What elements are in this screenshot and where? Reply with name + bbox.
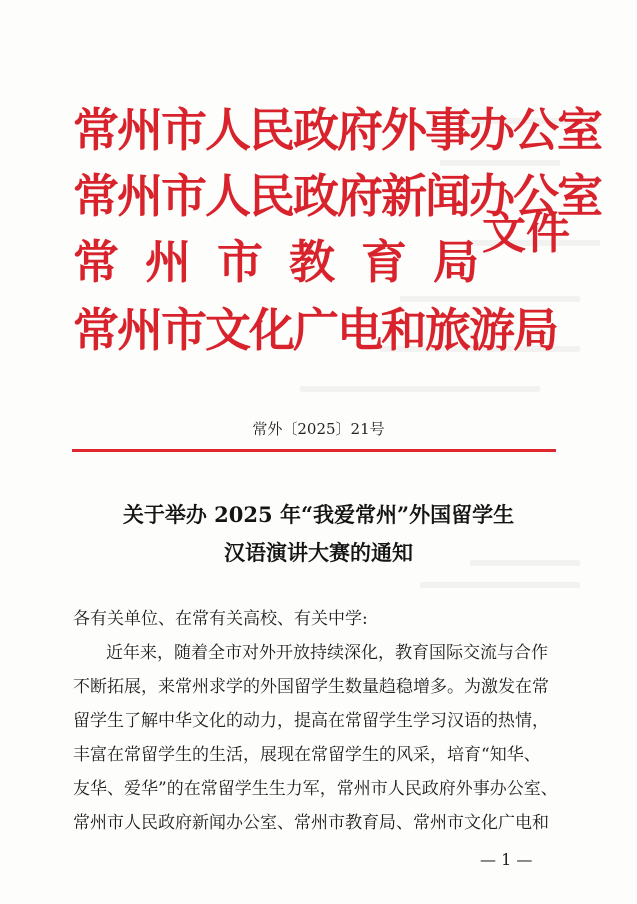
page-number: — 1 — bbox=[480, 850, 533, 869]
issuing-org-foreign-affairs: 常州市人民政府外事办公室 bbox=[73, 103, 601, 157]
red-divider-line bbox=[72, 449, 556, 452]
body-line: 留学生了解中华文化的动力，提高在常留学生学习汉语的热情， bbox=[73, 711, 549, 731]
body-line: 丰富在常留学生的生活，展现在常留学生的风采，培育“知华、 bbox=[73, 745, 541, 765]
document-type-label: 文件 bbox=[482, 208, 570, 259]
body-line: 友华、爱华”的在常留学生生力军，常州市人民政府外事办公室、 bbox=[73, 779, 558, 799]
document-number: 常外〔2025〕21号 bbox=[252, 420, 385, 438]
body-line: 常州市人民政府新闻办公室、常州市教育局、常州市文化广电和 bbox=[73, 813, 549, 833]
body-line: 不断拓展，来常州求学的外国留学生数量趋稳增多。为激发在常 bbox=[73, 677, 549, 697]
bleed-through-mark bbox=[420, 582, 580, 588]
body-line: 近年来，随着全市对外开放持续深化，教育国际交流与合作 bbox=[106, 643, 548, 663]
issuing-org-education-bureau: 常州市教育局 bbox=[73, 235, 505, 289]
document-title-line-1: 关于举办 2025 年“我爱常州”外国留学生 bbox=[122, 502, 515, 527]
salutation: 各有关单位、在常有关高校、有关中学: bbox=[73, 609, 368, 629]
bleed-through-mark bbox=[300, 386, 540, 392]
document-header bbox=[73, 92, 601, 362]
document-title-line-2: 汉语演讲大赛的通知 bbox=[224, 540, 413, 565]
issuing-org-press-office: 常州市人民政府新闻办公室 bbox=[73, 169, 601, 223]
issuing-org-culture-tourism-bureau: 常州市文化广电和旅游局 bbox=[73, 303, 557, 357]
